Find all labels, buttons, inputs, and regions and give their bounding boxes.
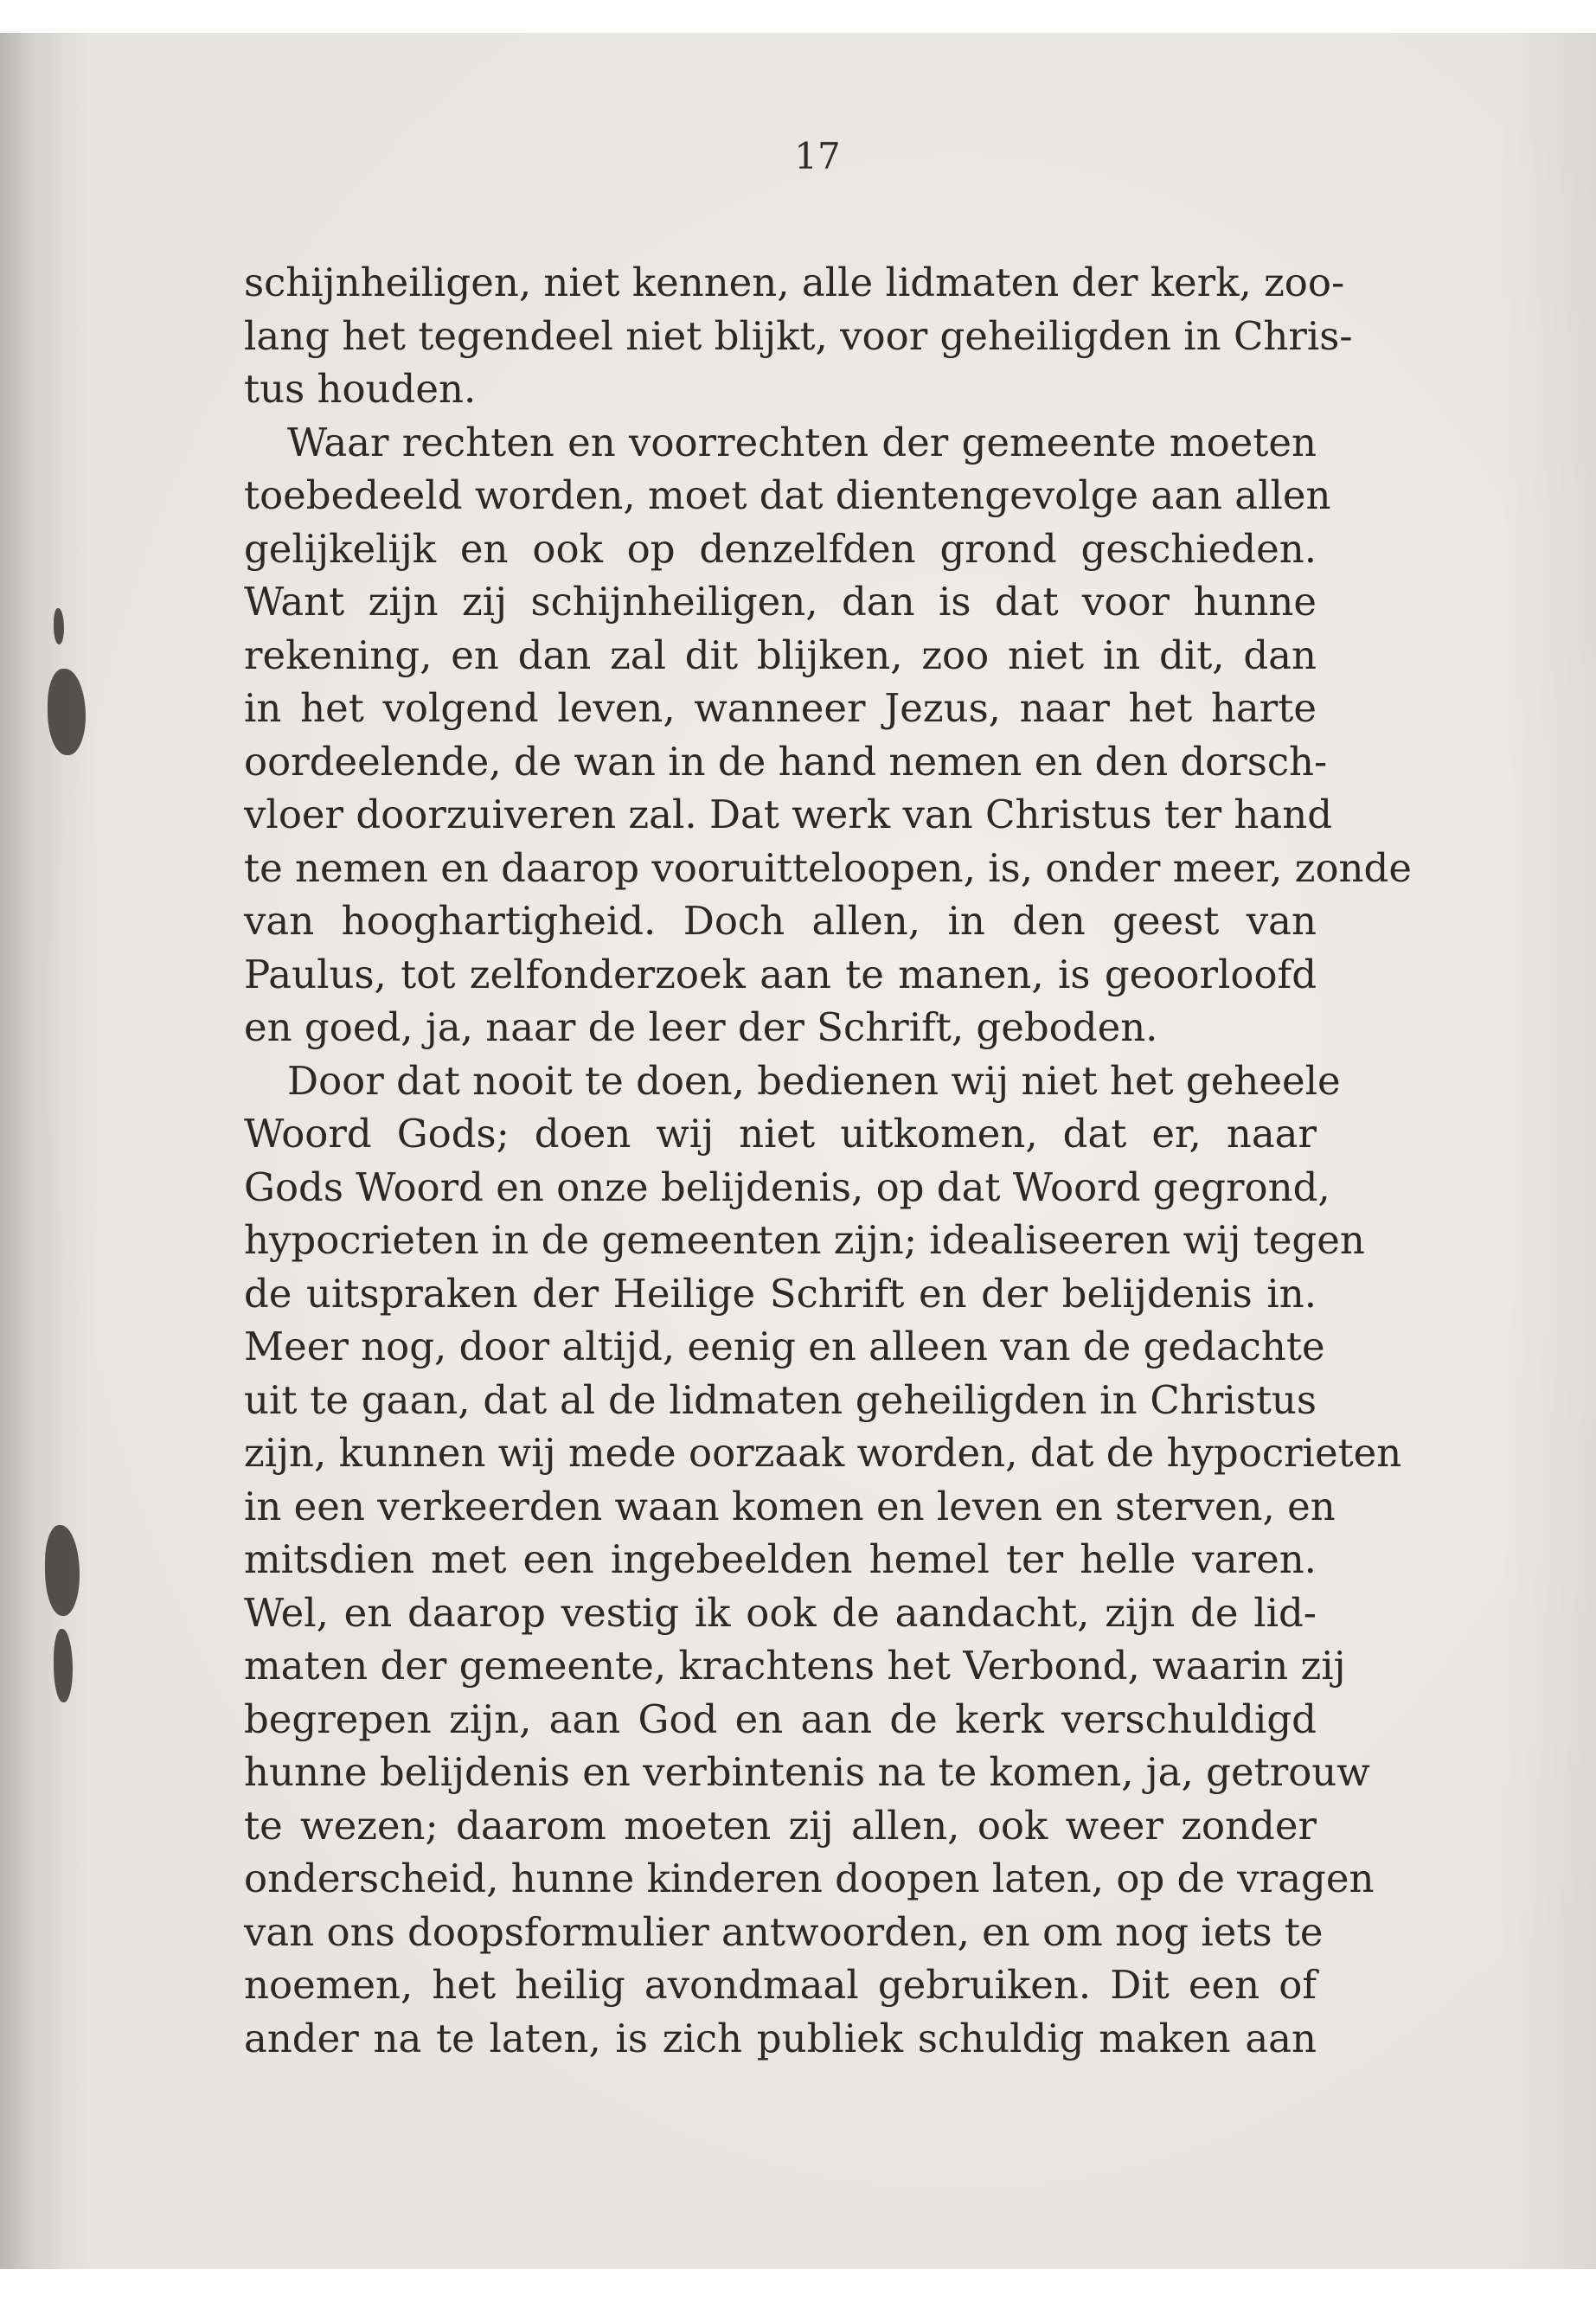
page-spine-shadow	[0, 33, 61, 2269]
text-line: toebedeeld worden, moet dat dientengevolge aan allen	[244, 472, 1331, 518]
text-line: van hooghartigheid. Doch allen, in den geest van	[244, 898, 1317, 944]
text-line: uit te gaan, dat al de lidmaten geheiligden in Christus	[244, 1376, 1317, 1423]
body-text	[244, 256, 1412, 2065]
text-line: Door dat nooit te doen, bedienen wij niet het geheele	[287, 1057, 1341, 1104]
text-line: ander na te laten, is zich publiek schuldig maken aan	[244, 2015, 1317, 2061]
text-line: Paulus, tot zelfonderzoek aan te manen, is geoorloofd	[244, 951, 1317, 997]
text-line: maten der gemeente, krachtens het Verbond, waarin zij	[244, 1643, 1346, 1689]
text-line: in een verkeerden waan komen en leven en sterven, en	[244, 1483, 1336, 1529]
text-line: vloer doorzuiveren zal. Dat werk van Christus ter hand	[244, 792, 1333, 837]
text-line: hypocrieten in de gemeenten zijn; idealiseeren wij tegen	[244, 1217, 1365, 1263]
text-line: noemen, het heilig avondmaal gebruiken. Dit een of	[244, 1962, 1317, 2008]
text-line: Gods Woord en onze belijdenis, op dat Woord gegrond,	[244, 1163, 1330, 1210]
text-line: rekening, en dan zal dit blijken, zoo niet in dit, dan	[244, 631, 1317, 678]
text-line: onderscheid, hunne kinderen doopen laten, op de vragen	[244, 1856, 1375, 1901]
text-line: lang het tegendeel niet blijkt, voor geheiligden in Chris-	[244, 312, 1353, 359]
text-line: hunne belijdenis en verbintenis na te komen, ja, getrouw	[244, 1749, 1370, 1795]
binding-mark	[54, 1629, 73, 1702]
text-line: schijnheiligen, niet kennen, alle lidmaten der kerk, zoo-	[244, 260, 1345, 305]
text-line: in het volgend leven, wanneer Jezus, naar het harte	[244, 685, 1317, 731]
scanned-page	[0, 33, 1596, 2269]
text-line: tus houden.	[244, 366, 477, 412]
text-line: Waar rechten en voorrechten der gemeente moeten	[287, 419, 1317, 465]
binding-mark	[54, 608, 64, 644]
text-line: zijn, kunnen wij mede oorzaak worden, dat de hypocrieten	[244, 1430, 1402, 1476]
text-line: begrepen zijn, aan God en aan de kerk verschuldigd	[244, 1695, 1317, 1742]
text-line: de uitspraken der Heilige Schrift en der belijdenis in.	[244, 1270, 1317, 1317]
text-line: te wezen; daarom moeten zij allen, ook weer zonder	[244, 1802, 1317, 1849]
text-line: oordeelende, de wan in de hand nemen en den dorsch-	[244, 738, 1328, 785]
text-line: Meer nog, door altijd, eenig en alleen van de gedachte	[244, 1324, 1325, 1369]
text-line: en goed, ja, naar de leer der Schrift, geboden.	[244, 1004, 1158, 1050]
binding-mark	[48, 669, 86, 755]
text-line: te nemen en daarop vooruitteloopen, is, onder meer, zonde	[244, 844, 1412, 891]
text-line: Want zijn zij schijnheiligen, dan is dat voor hunne	[244, 579, 1317, 625]
page-number: 17	[794, 135, 841, 177]
text-line: gelijkelijk en ook op denzelfden grond geschieden.	[244, 525, 1317, 572]
text-line: mitsdien met een ingebeelden hemel ter helle varen.	[244, 1536, 1317, 1582]
text-line: Woord Gods; doen wij niet uitkomen, dat er, naar	[244, 1111, 1317, 1157]
binding-mark	[45, 1525, 80, 1616]
text-line: van ons doopsformulier antwoorden, en om nog iets te	[244, 1908, 1324, 1955]
text-line: Wel, en daarop vestig ik ook de aandacht, zijn de lid-	[244, 1589, 1317, 1636]
